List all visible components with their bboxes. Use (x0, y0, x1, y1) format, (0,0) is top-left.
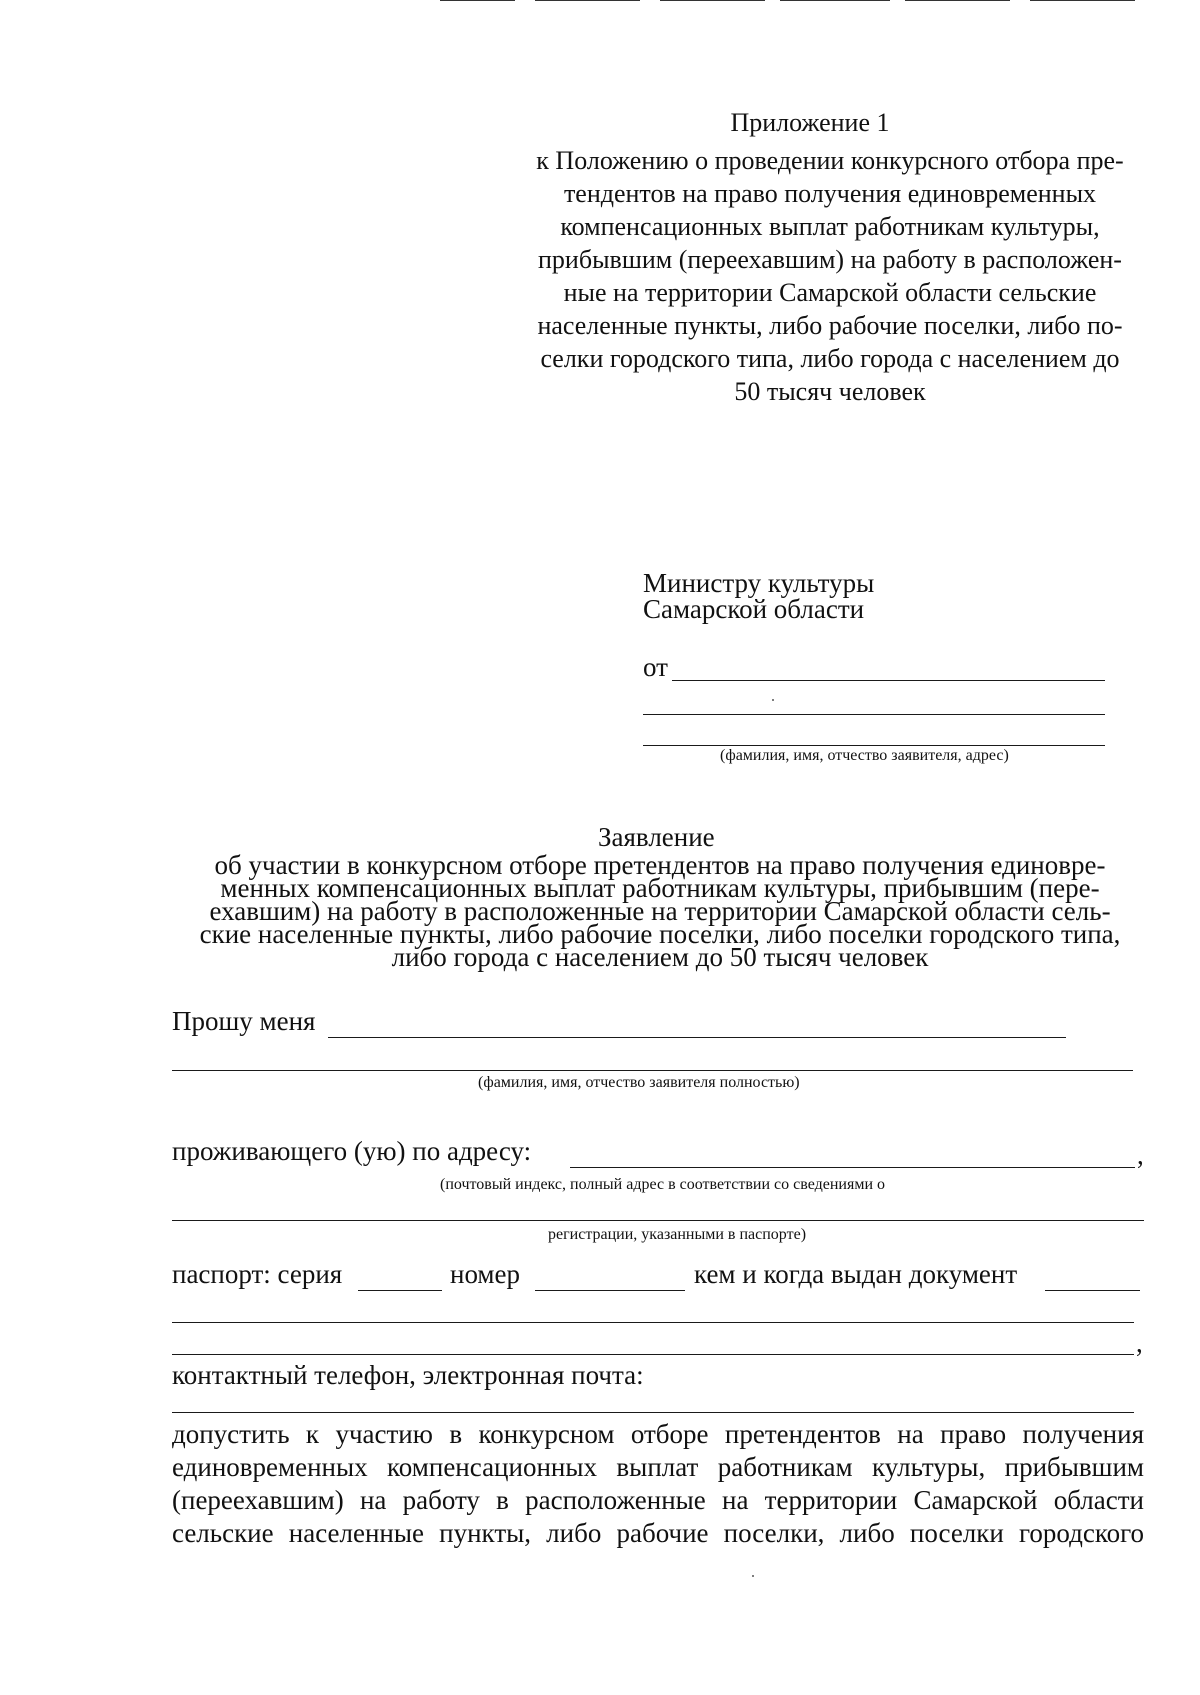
appendix-title: Приложение 1 (730, 108, 890, 137)
passport-comma: , (1136, 1328, 1143, 1358)
applicant-address-caption: (фамилия, имя, отчество заявителя, адрес) (720, 747, 1009, 764)
applicant-name-field[interactable] (328, 1037, 1066, 1038)
addressee-line: Министру культуры (643, 568, 875, 598)
paragraph-line: допустить к участию в конкурсном отборе претендентов на право получения (172, 1419, 1144, 1449)
contacts-label: контактный телефон, электронная почта: (172, 1360, 644, 1390)
passport-issued-field-continued-2[interactable] (172, 1354, 1134, 1355)
appendix-line: ные на территории Самарской области сельские (563, 278, 1097, 307)
appendix-line: населенные пункты, либо рабочие поселки, либо по- (537, 311, 1123, 340)
passport-issued-label: кем и когда выдан документ (694, 1259, 1018, 1289)
from-label: от (643, 652, 668, 682)
addressee-line: Самарской области (643, 594, 865, 624)
application-subject (150, 850, 1170, 972)
appendix-line: селки городского типа, либо города с населением до (540, 344, 1120, 373)
passport-issued-field[interactable] (1045, 1290, 1140, 1291)
address-caption-1: (почтовый индекс, полный адрес в соответствии со сведениями о (440, 1176, 885, 1193)
appendix-line: тендентов на право получения единовременных (563, 179, 1097, 208)
application-title: Заявление (598, 822, 715, 852)
top-edge-mark (660, 0, 765, 1)
scan-speck (772, 699, 774, 701)
request-label: Прошу меня (172, 1006, 316, 1036)
from-field-line-3[interactable] (643, 745, 1105, 746)
applicant-name-field-continued[interactable] (172, 1070, 1133, 1071)
top-edge-mark (535, 0, 640, 1)
paragraph-line: сельские населенные пункты, либо рабочие поселки, либо поселки городского (172, 1518, 1144, 1548)
subject-line: ехавшим) на работу в расположенные на территории Самарской области сель- (209, 896, 1111, 926)
top-edge-mark (1030, 0, 1135, 1)
passport-number-label: номер (450, 1259, 521, 1289)
appendix-line: к Положению о проведении конкурсного отбора пре- (536, 146, 1124, 175)
appendix-description (490, 144, 1170, 408)
paragraph-line: единовременных компенсационных выплат работникам культуры, прибывшим (172, 1452, 1144, 1482)
applicant-name-caption: (фамилия, имя, отчество заявителя полностью) (478, 1074, 800, 1091)
top-edge-mark (905, 0, 1010, 1)
passport-series-label: паспорт: серия (172, 1259, 343, 1289)
subject-line: ские населенные пункты, либо рабочие поселки, либо поселки городского типа, (199, 919, 1121, 949)
paragraph-line: (переехавшим) на работу в расположенные на территории Самарской области (172, 1485, 1144, 1515)
subject-line: об участии в конкурсном отборе претендентов на право получения единовре- (214, 850, 1106, 880)
subject-line: либо города с населением до 50 тысяч человек (391, 942, 929, 972)
scan-speck (752, 1575, 754, 1577)
top-edge-mark (440, 0, 515, 1)
address-field[interactable] (570, 1167, 1135, 1168)
contacts-field[interactable] (172, 1412, 1134, 1413)
appendix-line: компенсационных выплат работникам культуры, (560, 212, 1100, 241)
address-comma: , (1137, 1140, 1144, 1170)
appendix-line: 50 тысяч человек (734, 377, 926, 406)
address-field-continued[interactable] (172, 1220, 1144, 1221)
from-field-line-1[interactable] (672, 680, 1105, 681)
top-edge-mark (780, 0, 890, 1)
appendix-line: прибывшим (переехавшим) на работу в расположен- (538, 245, 1122, 274)
addressee (643, 570, 874, 622)
subject-line: менных компенсационных выплат работникам культуры, прибывшим (пере- (220, 873, 1100, 903)
passport-series-field[interactable] (358, 1290, 442, 1291)
from-field-line-2[interactable] (643, 714, 1105, 715)
address-label: проживающего (ую) по адресу: (172, 1136, 532, 1166)
passport-number-field[interactable] (535, 1290, 685, 1291)
address-caption-2: регистрации, указанными в паспорте) (548, 1226, 807, 1243)
passport-issued-field-continued[interactable] (172, 1322, 1134, 1323)
admission-request-paragraph (172, 1418, 1144, 1550)
